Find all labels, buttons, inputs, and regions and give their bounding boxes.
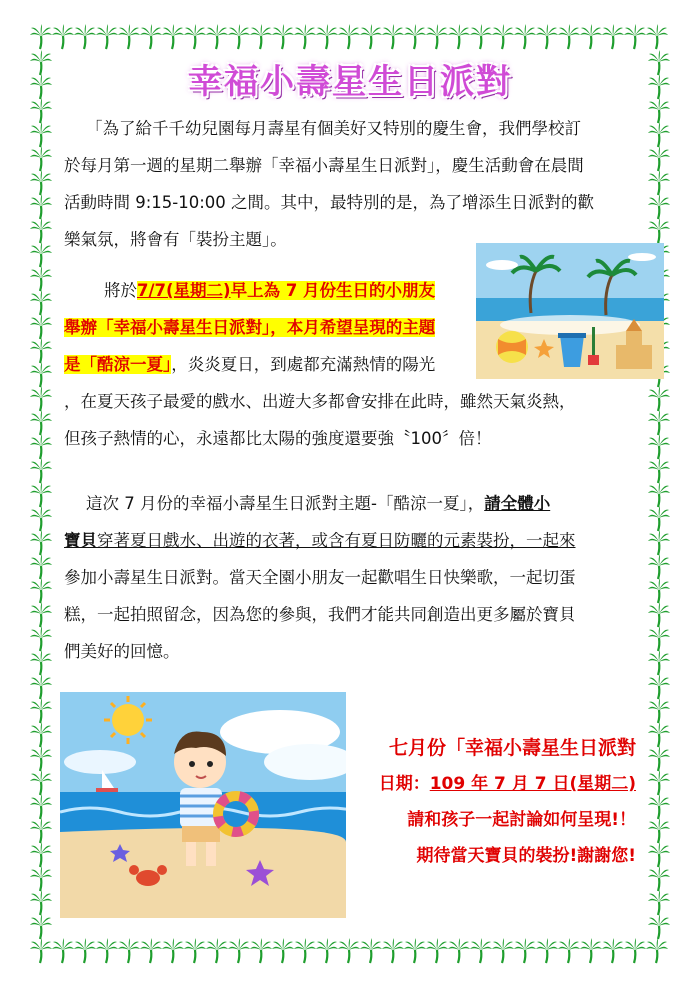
palm-tree-icon [30, 650, 52, 675]
palm-tree-icon [648, 386, 670, 411]
palm-tree-icon [228, 938, 250, 963]
palm-tree-icon [52, 24, 74, 49]
dresscode-line-2-rest: 穿著夏日戲水、出遊的衣著，或含有夏日防曬的元素裝扮，一起來 [97, 531, 576, 550]
palm-tree-icon [30, 482, 52, 507]
palm-tree-icon [96, 24, 118, 49]
palm-tree-icon [648, 866, 670, 891]
intro-line-2: 於每月第一週的星期二舉辦「幸福小壽星生日派對」，慶生活動會在晨間 [64, 156, 584, 175]
theme-prefix: 將於 [104, 281, 137, 300]
palm-tree-icon [30, 914, 52, 939]
dresscode-line-4: 糕，一起拍照留念，因為您的參與，我們才能共同創造出更多屬於寶貝 [64, 605, 576, 624]
dresscode-line-1-underlined: 請全體小 [484, 494, 551, 513]
palm-tree-icon [30, 602, 52, 627]
palm-tree-icon [558, 938, 580, 963]
palm-tree-icon [30, 794, 52, 819]
dresscode-line-1 [64, 485, 644, 522]
palm-tree-icon [30, 506, 52, 531]
palm-tree-icon [360, 938, 382, 963]
palm-tree-icon [648, 890, 670, 915]
notice-discuss: 請和孩子一起討論如何呈現!！ [407, 810, 636, 830]
palm-tree-icon [30, 218, 52, 243]
palm-tree-icon [162, 938, 184, 963]
notice-heading: 七月份「幸福小壽星生日派對 [388, 737, 636, 759]
palm-tree-icon [250, 24, 272, 49]
palm-tree-icon [648, 578, 670, 603]
palm-tree-icon [492, 24, 514, 49]
palm-tree-icon [30, 890, 52, 915]
palm-tree-icon [648, 770, 670, 795]
palm-tree-icon [316, 24, 338, 49]
palm-tree-icon [648, 122, 670, 147]
palm-tree-icon [30, 458, 52, 483]
palm-tree-icon [536, 938, 558, 963]
palm-tree-icon [602, 938, 624, 963]
palm-tree-icon [426, 938, 448, 963]
theme-line-1-highlight: 早上為 7 月份生日的小朋友 [230, 281, 436, 300]
palm-tree-icon [338, 24, 360, 49]
palm-tree-icon [316, 938, 338, 963]
palm-tree-icon [514, 24, 536, 49]
palm-tree-icon [648, 170, 670, 195]
palm-tree-icon [206, 24, 228, 49]
palm-tree-icon [648, 674, 670, 699]
palm-tree-icon [648, 722, 670, 747]
palm-tree-icon [470, 24, 492, 49]
palm-tree-icon [30, 362, 52, 387]
palm-tree-icon [648, 698, 670, 723]
intro-paragraph [64, 110, 644, 258]
palm-tree-icon [30, 530, 52, 555]
notice-date-label: 日期： [378, 774, 430, 794]
palm-tree-icon [648, 434, 670, 459]
palm-tree-icon [648, 914, 670, 939]
palm-tree-icon [184, 24, 206, 49]
palm-tree-icon [30, 338, 52, 363]
child-at-sea-illustration [60, 692, 346, 918]
notice-thanks: 期待當天寶貝的裝扮!謝謝您! [416, 846, 636, 866]
dresscode-line-2 [64, 522, 644, 559]
palm-tree-icon [30, 866, 52, 891]
palm-tree-icon [30, 698, 52, 723]
palm-tree-icon [648, 218, 670, 243]
event-notice [379, 730, 636, 874]
palm-tree-icon [74, 938, 96, 963]
beach-illustration [476, 243, 664, 379]
palm-tree-icon [648, 602, 670, 627]
palm-tree-icon [30, 170, 52, 195]
palm-tree-icon [648, 794, 670, 819]
palm-tree-icon [294, 24, 316, 49]
event-date-highlight: 7/7(星期二) [137, 281, 231, 300]
palm-tree-icon [272, 938, 294, 963]
palm-tree-icon [30, 626, 52, 651]
palm-tree-icon [118, 938, 140, 963]
palm-tree-icon [30, 24, 52, 49]
palm-tree-icon [558, 24, 580, 49]
palm-tree-icon [648, 410, 670, 435]
palm-tree-icon [250, 938, 272, 963]
palm-tree-icon [648, 818, 670, 843]
intro-line-4: 樂氣氛，將會有「裝扮主題」。 [64, 230, 287, 249]
palm-tree-icon [514, 938, 536, 963]
palm-tree-icon [30, 722, 52, 747]
palm-tree-icon [536, 24, 558, 49]
palm-tree-icon [30, 674, 52, 699]
palm-tree-icon [30, 434, 52, 459]
palm-tree-icon [382, 24, 404, 49]
palm-tree-icon [30, 242, 52, 267]
palm-tree-icon [648, 746, 670, 771]
palm-tree-icon [74, 24, 96, 49]
palm-tree-icon [272, 24, 294, 49]
palm-tree-icon [646, 938, 668, 963]
palm-tree-icon [30, 266, 52, 291]
palm-tree-icon [648, 458, 670, 483]
notice-date-value: 109 年 7 月 7 日(星期二) [429, 774, 636, 794]
palm-tree-icon [30, 842, 52, 867]
palm-tree-icon [492, 938, 514, 963]
palm-tree-icon [646, 24, 668, 49]
palm-tree-icon [162, 24, 184, 49]
palm-tree-icon [448, 938, 470, 963]
palm-tree-icon [448, 24, 470, 49]
notice-date [379, 766, 636, 802]
palm-tree-icon [470, 938, 492, 963]
theme-line-2-highlight: 舉辦「幸福小壽星生日派對」，本月希望呈現的主題 [64, 318, 436, 337]
palm-tree-icon [30, 290, 52, 315]
dresscode-line-1-text: 這次 7 月份的幸福小壽星生日派對主題-「酷涼一夏」， [86, 494, 485, 513]
palm-tree-icon [140, 24, 162, 49]
palm-tree-icon [96, 938, 118, 963]
palm-tree-icon [648, 554, 670, 579]
palm-tree-icon [30, 818, 52, 843]
dresscode-line-3: 參加小壽星生日派對。當天全園小朋友一起歡唱生日快樂歌，一起切蛋 [64, 568, 576, 587]
palm-tree-icon [404, 938, 426, 963]
palm-tree-icon [580, 938, 602, 963]
palm-tree-icon [338, 938, 360, 963]
palm-tree-icon [648, 194, 670, 219]
dresscode-paragraph [64, 485, 644, 670]
palm-tree-icon [648, 650, 670, 675]
palm-tree-icon [118, 24, 140, 49]
palm-tree-icon [184, 938, 206, 963]
palm-tree-icon [426, 24, 448, 49]
palm-tree-icon [30, 386, 52, 411]
palm-tree-icon [648, 146, 670, 171]
palm-tree-icon [648, 842, 670, 867]
palm-tree-icon [30, 122, 52, 147]
palm-tree-icon [602, 24, 624, 49]
palm-tree-icon [294, 938, 316, 963]
intro-line-1: 「為了給千千幼兒園每月壽星有個美好又特別的慶生會，我們學校訂 [86, 119, 581, 138]
theme-name-highlight: 是「酷涼一夏」 [64, 355, 172, 374]
palm-tree-icon [30, 554, 52, 579]
palm-tree-icon [30, 410, 52, 435]
palm-tree-icon [648, 482, 670, 507]
palm-tree-icon [382, 938, 404, 963]
palm-tree-icon [30, 194, 52, 219]
palm-tree-icon [648, 626, 670, 651]
dresscode-line-2-underlined: 寶貝 [64, 531, 97, 550]
intro-line-3: 活動時間 9:15-10:00 之間。其中，最特別的是，為了增添生日派對的歡 [64, 193, 595, 212]
dresscode-line-5: 們美好的回憶。 [64, 642, 180, 661]
palm-tree-icon [30, 938, 52, 963]
palm-tree-icon [624, 938, 646, 963]
palm-tree-icon [30, 746, 52, 771]
palm-tree-icon [30, 146, 52, 171]
theme-line-3-rest: ，炎炎夏日，到處都充滿熱情的陽光 [171, 355, 436, 374]
page-title: 幸福小壽星生日派對 [188, 62, 512, 102]
palm-tree-icon [624, 24, 646, 49]
theme-line-5: 但孩子熱情的心，永遠都比太陽的強度還要強〝100〞倍！ [64, 429, 492, 448]
palm-tree-icon [30, 314, 52, 339]
palm-tree-icon [52, 938, 74, 963]
palm-tree-icon [228, 24, 250, 49]
palm-tree-icon [206, 938, 228, 963]
palm-tree-icon [140, 938, 162, 963]
palm-tree-icon [580, 24, 602, 49]
palm-tree-icon [30, 770, 52, 795]
palm-tree-icon [360, 24, 382, 49]
palm-tree-icon [648, 530, 670, 555]
palm-tree-icon [648, 506, 670, 531]
palm-tree-icon [30, 578, 52, 603]
palm-tree-icon [404, 24, 426, 49]
theme-line-4: ，在夏天孩子最愛的戲水、出遊大多都會安排在此時，雖然天氣炎熱， [64, 392, 576, 411]
